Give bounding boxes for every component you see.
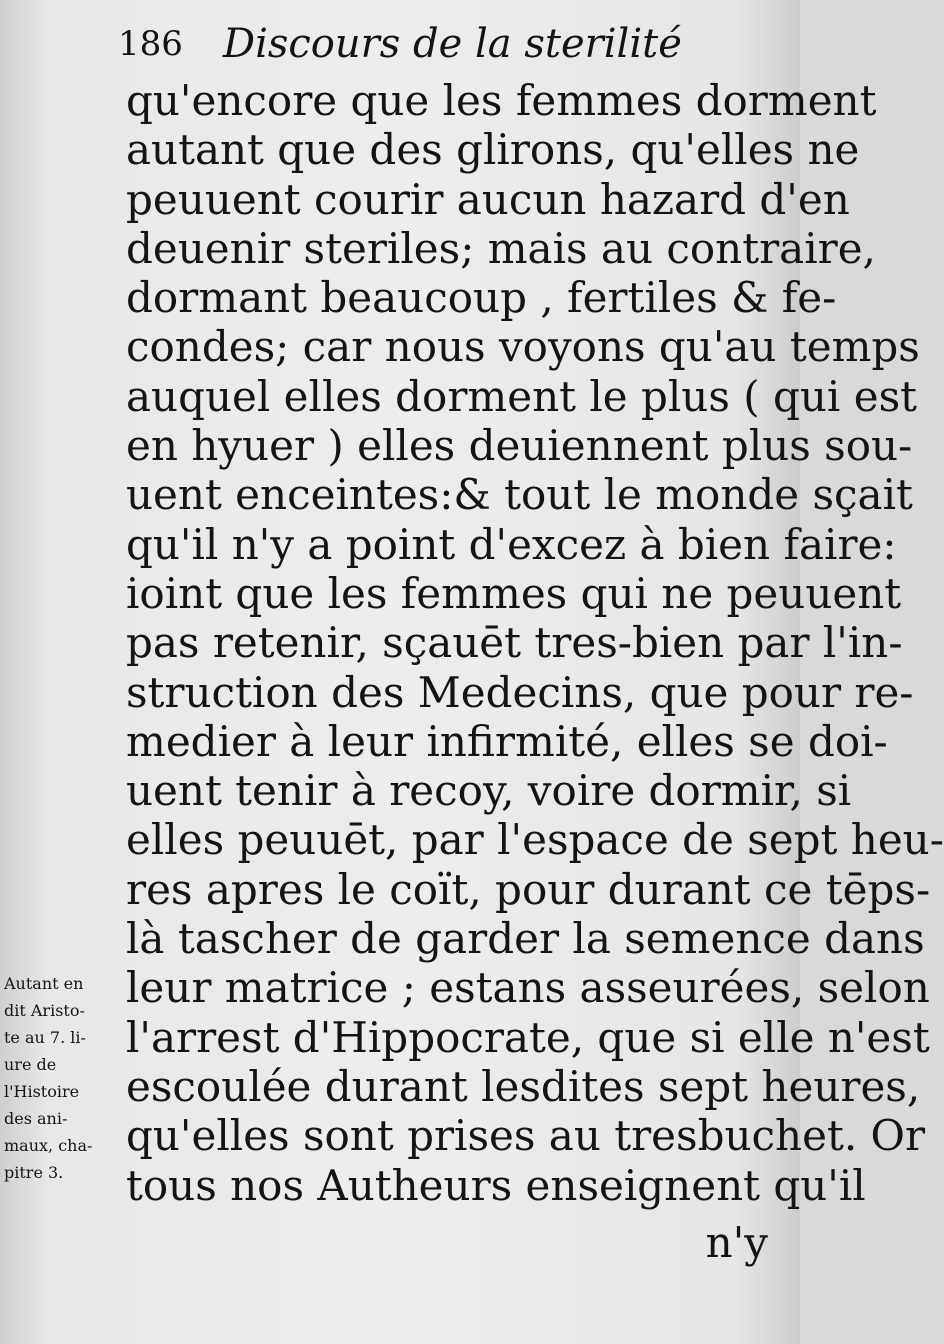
- text-line: uent tenir à recoy, voire dormir, si: [126, 766, 852, 816]
- text-line: qu'elles sont prises au tresbuchet. Or: [126, 1111, 926, 1161]
- margin-note-line: maux, cha-: [4, 1136, 93, 1155]
- margin-note-line: des ani-: [4, 1109, 68, 1128]
- main-text-block: [126, 76, 944, 1210]
- margin-note: [4, 970, 122, 1186]
- text-line: uent enceintes:& tout le monde sçait: [126, 470, 913, 520]
- text-line: peuuent courir aucun hazard d'en: [126, 174, 850, 224]
- text-line: escoulée durant lesdites sept heures,: [126, 1061, 921, 1111]
- margin-note-line: pitre 3.: [4, 1163, 64, 1182]
- running-title: Discours de la sterilité: [223, 21, 682, 67]
- text-line: deuenir steriles; mais au contraire,: [126, 223, 876, 273]
- text-line: condes; car nous voyons qu'au temps: [126, 322, 920, 372]
- margin-note-line: ure de: [4, 1055, 57, 1074]
- text-line: en hyuer ) elles deuiennent plus sou-: [126, 421, 913, 471]
- margin-note-line: l'Histoire: [4, 1082, 80, 1101]
- catchword: n'y: [705, 1218, 768, 1267]
- text-line: elles peuuēt, par l'espace de sept heu-: [126, 815, 944, 865]
- text-line: qu'encore que les femmes dorment: [126, 76, 877, 125]
- margin-note-line: Autant en: [4, 974, 84, 993]
- text-line: auquel elles dorment le plus ( qui est: [126, 371, 918, 421]
- text-line: là tascher de garder la semence dans: [126, 914, 925, 964]
- text-line: ioint que les femmes qui ne peuuent: [126, 568, 902, 618]
- text-line: struction des Medecins, que pour re-: [126, 667, 914, 717]
- text-line: pas retenir, sçauēt tres-bien par l'in-: [126, 618, 903, 668]
- text-line: res apres le coït, pour durant ce tēps-: [126, 864, 931, 914]
- text-line: medier à leur infirmité, elles se doi-: [126, 716, 888, 766]
- page-number: 186: [118, 24, 183, 64]
- text-line: l'arrest d'Hippocrate, que si elle n'est: [126, 1012, 930, 1062]
- margin-note-line: dit Aristo-: [4, 1001, 85, 1020]
- text-line: leur matrice ; estans asseurées, selon: [126, 963, 930, 1013]
- text-line: tous nos Autheurs enseignent qu'il: [126, 1160, 866, 1210]
- text-line: autant que des glirons, qu'elles ne: [126, 125, 860, 175]
- text-line: qu'il n'y a point d'excez à bien faire:: [126, 519, 897, 569]
- margin-note-line: te au 7. li-: [4, 1028, 86, 1047]
- page-header: [118, 14, 758, 74]
- text-line: dormant beaucoup , fertiles & fe-: [126, 273, 837, 323]
